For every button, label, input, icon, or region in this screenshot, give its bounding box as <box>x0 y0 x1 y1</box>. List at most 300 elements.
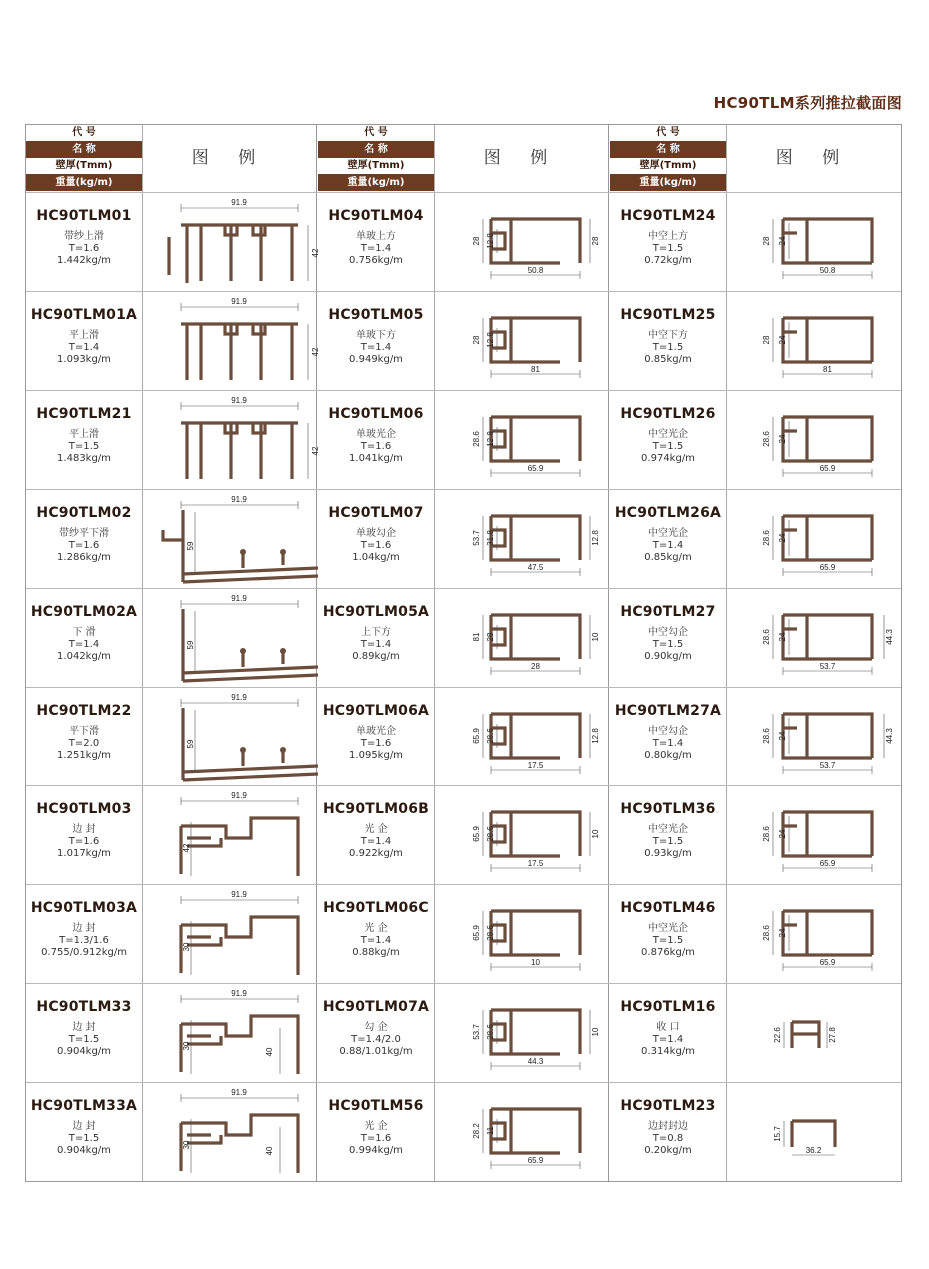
profile-code: HC90TLM27A <box>614 702 722 719</box>
dimension-height-label: 81 <box>472 632 481 642</box>
dimension-width-label: 65.9 <box>819 958 836 968</box>
profile-section-shape <box>491 219 580 263</box>
dimension-width-label: 91.9 <box>231 890 247 900</box>
profile-drawing <box>727 688 901 787</box>
profile-row <box>317 687 609 787</box>
dimension-height-label: 28.6 <box>762 925 771 942</box>
profile-drawing <box>727 589 901 688</box>
profile-name: 单玻下方 <box>356 329 396 341</box>
profile-thickness: T=2.0 <box>68 737 100 749</box>
dimension-width-label: 28 <box>531 661 540 671</box>
profile-drawing <box>143 589 317 688</box>
dimension-height-label: 59 <box>186 739 195 748</box>
profile-drawing <box>435 193 609 292</box>
dimension-height-label: 22.6 <box>773 1027 782 1043</box>
dimension-height-label: 28.6 <box>762 826 771 843</box>
profile-code: HC90TLM21 <box>36 405 132 422</box>
profile-weight: 0.20kg/m <box>644 1145 692 1157</box>
profile-section-shape <box>491 318 580 362</box>
profile-name: 单玻上方 <box>356 231 396 242</box>
profile-code: HC90TLM33 <box>36 999 132 1016</box>
profile-info <box>609 589 727 688</box>
dimension-height-label: 24 <box>778 632 787 642</box>
dimension-height-label: 30 <box>182 1140 191 1150</box>
dimension-height-label: 28.6 <box>486 925 495 942</box>
header-thickness-label: 壁厚(Tmm) <box>610 158 726 175</box>
profile-weight: 1.442kg/m <box>57 255 111 266</box>
profile-thickness: T=1.6 <box>68 836 100 848</box>
profile-figure <box>727 786 901 885</box>
dimension-height-label: 40 <box>265 1047 274 1057</box>
profile-drawing <box>435 589 609 688</box>
profile-row <box>609 192 901 292</box>
profile-row <box>609 785 901 885</box>
profile-name: 平下滑 <box>69 725 99 737</box>
profile-row <box>609 291 901 391</box>
dimension-width-label: 17.5 <box>527 859 544 869</box>
profile-section-shape <box>783 615 872 659</box>
dimension-height-label: 11 <box>486 1126 495 1136</box>
profile-code: HC90TLM24 <box>620 208 716 224</box>
profile-info <box>317 193 435 292</box>
profile-drawing <box>435 1083 609 1182</box>
dimension-height-label: 30 <box>182 1041 191 1051</box>
profile-row <box>317 192 609 292</box>
dimension-height-label: 12.8 <box>486 233 495 249</box>
profile-info <box>317 589 435 688</box>
dimension-width-label: 91.9 <box>231 494 247 504</box>
dimension-width-label: 53.7 <box>819 661 836 671</box>
profile-code: HC90TLM16 <box>620 999 716 1016</box>
profile-code: HC90TLM22 <box>36 702 132 719</box>
profile-thickness: T=1.5 <box>68 1034 100 1046</box>
catalog-column <box>609 124 901 1181</box>
profile-code: HC90TLM04 <box>328 208 424 224</box>
profile-thickness: T=1.4 <box>360 243 392 254</box>
profile-info <box>609 786 727 885</box>
dimension-height-label: 42 <box>311 446 320 456</box>
profile-thickness: T=1.4 <box>68 638 100 650</box>
profile-drawing <box>143 292 320 391</box>
profile-figure <box>143 589 317 688</box>
profile-info <box>25 490 143 589</box>
profile-name: 中空上方 <box>648 231 688 242</box>
profile-info <box>317 984 435 1083</box>
profile-section-shape <box>181 225 298 283</box>
profile-thickness: T=0.8 <box>652 1133 684 1145</box>
profile-info <box>25 391 143 490</box>
dimension-width-label: 65.9 <box>819 562 836 572</box>
profile-name: 带纱上滑 <box>64 231 104 242</box>
profile-thickness: T=1.6 <box>68 243 100 254</box>
dimension-width-label: 53.7 <box>819 760 836 770</box>
header-labels <box>610 125 726 191</box>
profile-info <box>25 292 143 391</box>
dimension-height-label: 28.6 <box>762 628 771 645</box>
profile-weight: 0.85kg/m <box>644 551 692 563</box>
dimension-width-label: 91.9 <box>231 791 247 801</box>
header-thickness-label: 壁厚(Tmm) <box>318 158 434 175</box>
profile-name: 边 封 <box>72 824 96 836</box>
profile-weight: 1.251kg/m <box>57 749 111 761</box>
dimension-height-label: 24 <box>778 236 787 246</box>
profile-info <box>609 688 727 787</box>
profile-thickness: T=1.5 <box>68 440 100 452</box>
dimension-height-label: 42 <box>311 347 320 357</box>
profile-code: HC90TLM06A <box>322 702 430 719</box>
profile-thickness: T=1.4 <box>68 341 100 353</box>
profile-row <box>25 884 317 984</box>
profile-thickness: T=1.6 <box>360 737 392 749</box>
profile-thickness: T=1.5 <box>652 440 684 452</box>
profile-weight: 0.922kg/m <box>349 848 403 860</box>
profile-row <box>609 884 901 984</box>
profile-code: HC90TLM06 <box>328 405 424 422</box>
profile-section-shape <box>783 318 872 362</box>
dimension-width-label: 65.9 <box>527 463 544 473</box>
profile-row <box>609 1082 901 1182</box>
profile-section-shape <box>783 714 872 758</box>
profile-weight: 0.756kg/m <box>349 255 403 266</box>
dimension-height-label: 28 <box>591 236 600 246</box>
profile-section-shape <box>181 1115 298 1173</box>
dimension-height-label: 59 <box>186 640 195 650</box>
profile-code: HC90TLM46 <box>620 900 716 917</box>
profile-figure <box>727 193 901 292</box>
roller-track-shape <box>240 549 246 555</box>
profile-figure <box>727 292 901 391</box>
profile-section-shape <box>491 1109 580 1153</box>
profile-row <box>317 489 609 589</box>
profile-thickness: T=1.6 <box>360 539 392 551</box>
dimension-height-label: 44.3 <box>885 628 894 645</box>
profile-drawing <box>435 885 609 984</box>
profile-drawing <box>143 688 317 787</box>
profile-info <box>25 984 143 1083</box>
dimension-height-label: 12.8 <box>486 332 495 348</box>
profile-name: 边封封边 <box>648 1121 688 1133</box>
profile-weight: 0.80kg/m <box>644 749 692 761</box>
profile-code: HC90TLM06C <box>323 900 429 917</box>
profile-row <box>317 785 609 885</box>
profile-section-shape <box>783 911 872 955</box>
header-legend-label: 图 例 <box>483 148 560 168</box>
profile-weight: 1.286kg/m <box>57 551 111 563</box>
profile-code: HC90TLM02A <box>30 603 138 620</box>
roller-track-shape <box>240 648 246 654</box>
column-header <box>317 124 609 192</box>
profile-info <box>317 490 435 589</box>
profile-row <box>25 1082 317 1182</box>
profile-name: 平上滑 <box>69 428 99 440</box>
dimension-height-label: 10 <box>591 1027 600 1037</box>
profile-row <box>317 884 609 984</box>
profile-section-shape <box>181 917 298 975</box>
profile-row <box>25 785 317 885</box>
roller-track-shape <box>240 747 246 753</box>
dimension-height-label: 28 <box>486 632 495 642</box>
profile-code: HC90TLM33A <box>30 1098 138 1115</box>
profile-drawing <box>435 984 609 1083</box>
profile-drawing <box>143 885 317 984</box>
profile-drawing <box>727 885 901 984</box>
profile-weight: 0.72kg/m <box>644 255 692 266</box>
profile-thickness: T=1.4 <box>652 1034 684 1046</box>
dimension-height-label: 10 <box>591 632 600 642</box>
profile-info <box>317 885 435 984</box>
profile-drawing <box>143 786 317 885</box>
profile-thickness: T=1.4 <box>360 341 392 353</box>
profile-weight: 0.90kg/m <box>644 650 692 662</box>
profile-name: 中空光企 <box>648 824 688 836</box>
profile-section-shape <box>163 530 183 540</box>
profile-name: 边 封 <box>72 1022 96 1034</box>
profile-info <box>317 1083 435 1182</box>
profile-figure <box>727 391 901 490</box>
profile-figure <box>143 292 320 391</box>
dimension-width-label: 91.9 <box>231 198 247 207</box>
header-code-label: 代 号 <box>26 125 142 142</box>
profile-info <box>317 292 435 391</box>
profile-figure <box>435 688 609 787</box>
profile-figure <box>727 885 901 984</box>
dimension-height-label: 15.7 <box>773 1126 782 1142</box>
dimension-height-label: 42 <box>311 248 320 258</box>
dimension-height-label: 24 <box>778 731 787 740</box>
profile-figure <box>143 688 317 787</box>
profile-row <box>25 489 317 589</box>
header-code-label: 代 号 <box>610 125 726 142</box>
profile-figure <box>435 193 609 292</box>
profile-row <box>25 291 320 391</box>
profile-name: 中空光企 <box>648 527 688 539</box>
profile-section-shape <box>783 417 872 461</box>
header-labels <box>26 125 142 191</box>
profile-weight: 1.095kg/m <box>349 749 403 761</box>
profile-code: HC90TLM36 <box>620 801 716 818</box>
profile-code: HC90TLM05 <box>328 306 424 323</box>
profile-name: 中空勾企 <box>648 725 688 737</box>
profile-row <box>317 983 609 1083</box>
profile-code: HC90TLM01 <box>36 208 132 224</box>
profile-row <box>609 390 901 490</box>
profile-section-shape <box>181 423 298 479</box>
dimension-width-label: 91.9 <box>231 593 247 603</box>
profile-thickness: T=1.6 <box>360 1133 392 1145</box>
profile-thickness: T=1.4 <box>652 539 684 551</box>
profile-name: 光 企 <box>364 923 388 935</box>
dimension-height-label: 12.8 <box>591 529 600 546</box>
profile-drawing <box>143 193 320 292</box>
dimension-height-label: 12.8 <box>591 727 600 744</box>
profile-figure <box>435 292 609 391</box>
dimension-height-label: 28 <box>472 236 481 246</box>
dimension-width-label: 44.3 <box>527 1057 544 1067</box>
profile-info <box>25 688 143 787</box>
dimension-height-label: 27.8 <box>828 1027 837 1043</box>
profile-weight: 0.949kg/m <box>349 353 403 365</box>
dimension-width-label: 36.2 <box>805 1146 822 1156</box>
dimension-height-label: 10 <box>591 829 600 839</box>
profile-drawing <box>727 786 901 885</box>
profile-catalog-table <box>25 124 901 1181</box>
profile-drawing <box>727 391 901 490</box>
profile-figure <box>727 984 901 1083</box>
profile-code: HC90TLM25 <box>620 306 716 323</box>
profile-figure <box>727 1083 901 1182</box>
profile-drawing <box>143 1083 317 1182</box>
profile-weight: 0.994kg/m <box>349 1145 403 1157</box>
profile-info <box>25 589 143 688</box>
profile-info <box>609 292 727 391</box>
dimension-width-label: 81 <box>531 364 540 374</box>
profile-row <box>317 1082 609 1182</box>
profile-figure <box>143 391 320 490</box>
dimension-height-label: 42 <box>182 843 191 853</box>
profile-weight: 0.904kg/m <box>57 1046 111 1058</box>
profile-section-shape <box>183 609 318 681</box>
dimension-width-label: 17.5 <box>527 760 544 770</box>
dimension-height-label: 24 <box>778 533 787 543</box>
dimension-height-label: 24 <box>778 928 787 938</box>
profile-thickness: T=1.5 <box>652 935 684 947</box>
profile-code: HC90TLM07 <box>328 504 424 521</box>
profile-thickness: T=1.4/2.0 <box>351 1034 401 1046</box>
profile-thickness: T=1.4 <box>360 836 392 848</box>
profile-name: 单玻光企 <box>356 428 396 440</box>
profile-info <box>317 391 435 490</box>
dimension-height-label: 28.6 <box>762 529 771 546</box>
dimension-height-label: 53.7 <box>472 529 481 546</box>
dimension-width-label: 10 <box>531 958 540 968</box>
profile-section-shape <box>792 1121 835 1147</box>
column-header <box>609 124 901 192</box>
dimension-height-label: 28 <box>472 335 481 345</box>
dimension-height-label: 28.6 <box>486 1024 495 1040</box>
profile-info <box>609 885 727 984</box>
profile-figure <box>727 688 901 787</box>
profile-name: 单玻勾企 <box>356 527 396 539</box>
dimension-height-label: 65.9 <box>472 925 481 942</box>
profile-row <box>317 390 609 490</box>
profile-weight: 0.876kg/m <box>641 947 695 959</box>
profile-weight: 1.041kg/m <box>349 452 403 464</box>
profile-info <box>25 193 143 292</box>
profile-figure <box>727 490 901 589</box>
profile-row <box>25 390 320 490</box>
profile-drawing <box>435 292 609 391</box>
profile-name: 带纱平下滑 <box>59 527 109 539</box>
profile-name: 中空勾企 <box>648 626 688 638</box>
dimension-height-label: 24 <box>778 335 787 345</box>
profile-weight: 0.85kg/m <box>644 353 692 365</box>
profile-info <box>609 391 727 490</box>
profile-section-shape <box>491 911 580 955</box>
profile-name: 中空下方 <box>648 329 688 341</box>
dimension-height-label: 28 <box>762 236 771 246</box>
profile-row <box>317 291 609 391</box>
profile-section-shape <box>783 516 872 560</box>
profile-section-shape <box>183 708 318 780</box>
profile-name: 收 口 <box>656 1022 680 1034</box>
profile-drawing <box>727 490 901 589</box>
profile-info <box>25 786 143 885</box>
profile-info <box>25 885 143 984</box>
catalog-column <box>25 124 320 1181</box>
profile-drawing <box>727 1083 901 1182</box>
profile-weight: 1.04kg/m <box>352 551 400 563</box>
profile-weight: 1.483kg/m <box>57 452 111 464</box>
profile-drawing <box>727 292 901 391</box>
profile-figure <box>435 490 609 589</box>
profile-name: 勾 企 <box>364 1022 388 1034</box>
dimension-height-label: 53.7 <box>472 1024 481 1040</box>
profile-thickness: T=1.5 <box>652 836 684 848</box>
profile-figure <box>143 1083 317 1182</box>
header-weight-label: 重量(kg/m) <box>318 175 434 191</box>
dimension-height-label: 59 <box>186 541 195 551</box>
roller-track-shape <box>280 549 286 555</box>
dimension-height-label: 40 <box>265 1146 274 1156</box>
profile-section-shape <box>181 324 298 380</box>
dimension-height-label: 28.6 <box>762 431 771 447</box>
profile-name: 中空光企 <box>648 428 688 440</box>
profile-figure <box>435 1083 609 1182</box>
profile-figure <box>435 885 609 984</box>
profile-section-shape <box>783 812 872 856</box>
dimension-width-label: 65.9 <box>819 463 836 473</box>
profile-name: 单玻光企 <box>356 725 396 737</box>
profile-code: HC90TLM03 <box>36 801 132 818</box>
profile-thickness: T=1.6 <box>68 539 100 551</box>
profile-info <box>317 688 435 787</box>
catalog-column <box>317 124 609 1181</box>
profile-drawing <box>727 984 901 1083</box>
dimension-height-label: 44.3 <box>885 727 894 744</box>
profile-name: 边 封 <box>72 923 96 935</box>
profile-thickness: T=1.4 <box>360 638 392 650</box>
profile-section-shape <box>491 615 580 659</box>
dimension-height-label: 31.8 <box>486 529 495 546</box>
profile-row <box>609 489 901 589</box>
profile-drawing <box>143 391 320 490</box>
header-weight-label: 重量(kg/m) <box>26 175 142 191</box>
profile-weight: 0.88kg/m <box>352 947 400 959</box>
profile-thickness: T=1.5 <box>68 1133 100 1145</box>
profile-name: 中空光企 <box>648 923 688 935</box>
profile-code: HC90TLM06B <box>322 801 430 818</box>
profile-drawing <box>435 688 609 787</box>
dimension-width-label: 65.9 <box>527 1156 544 1166</box>
profile-drawing <box>435 391 609 490</box>
profile-weight: 0.314kg/m <box>641 1046 695 1058</box>
profile-figure <box>435 391 609 490</box>
profile-code: HC90TLM07A <box>322 999 430 1016</box>
dimension-height-label: 65.9 <box>472 826 481 843</box>
header-weight-label: 重量(kg/m) <box>610 175 726 191</box>
profile-figure <box>143 490 317 589</box>
header-name-label: 名 称 <box>318 142 434 158</box>
profile-code: HC90TLM05A <box>322 603 430 620</box>
profile-info <box>25 1083 143 1182</box>
dimension-width-label: 65.9 <box>819 859 836 869</box>
profile-thickness: T=1.3/1.6 <box>59 935 109 947</box>
profile-name: 平上滑 <box>69 329 99 341</box>
profile-weight: 1.093kg/m <box>57 353 111 365</box>
profile-drawing <box>435 786 609 885</box>
profile-weight: 0.755/0.912kg/m <box>41 947 127 959</box>
profile-section-shape <box>181 818 298 876</box>
